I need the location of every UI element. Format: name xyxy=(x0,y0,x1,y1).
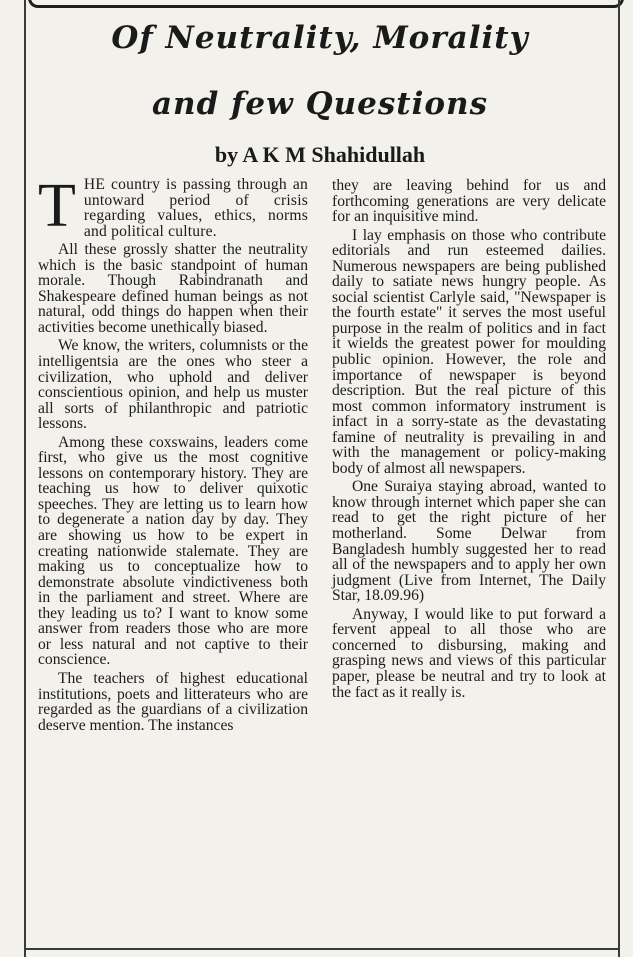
paragraph-7: One Suraiya staying abroad, wanted to know through internet which paper she can read to get the right picture of her motherland. Some Delwar from Bangladesh humbly suggested her to read all of the newspapers and to apply her own judgment (Live from Internet, The Daily Star, 18.09.96) xyxy=(332,478,606,605)
paragraph-4: Among these coxswains, leaders come first, who give us the most cognitive lessons on contemporary history. They are teaching us how to deliver quixotic speeches. They are letting us to learn how to degenerate a nation day by day. They are showing us how to be expert in creating nationwide stalemate. They are making us to conceptualize how to demonstrate absolute vindictiveness both in the parliament and street. Where are they leading us to? I want to know some answer from readers those who are more or less natural and not captive to their conscience. xyxy=(38,433,308,669)
headline-line-1: Of Neutrality, Morality xyxy=(111,20,529,56)
paragraph-5: The teachers of highest educational institutions, poets and litterateurs who are regarded as the guardians of a civilization deserve mention. The instances xyxy=(38,669,308,734)
paragraph-5-continued: they are leaving behind for us and forthcoming generations are very delicate for an inquisitive mind. xyxy=(332,177,606,226)
paragraph-8: Anyway, I would like to put forward a fervent appeal to all those who are concerned to disbursing, making and grasping news and views of this particular paper, please be neutral and try to look at the fact as it really is. xyxy=(332,605,606,701)
paragraph-1: THE country is passing through an untoward period of crisis regarding values, ethics, norms and political culture. xyxy=(38,172,308,240)
byline: by A K M Shahidullah xyxy=(214,142,426,167)
drop-cap: T xyxy=(38,172,76,240)
left-column xyxy=(38,172,308,736)
right-border-rule xyxy=(618,0,620,957)
paragraph-6: I lay emphasis on those who contribute editorials and run esteemed dailies. Numerous newspapers are being published daily to satiate news hungry people. As social scientist Carlyle said, "Newspaper is the fourth estate" it serves the most useful purpose in the realm of politics and in fact it wields the greatest power for moulding public opinion. However, the role and importance of newspaper is beyond description. But the real picture of this most common informatory instrument is infact in a sorry-state as the devastating famine of neutrality is prevailing in and with the management or policy-making body of almost all newspapers. xyxy=(332,226,606,477)
right-column xyxy=(332,178,606,703)
left-border-rule xyxy=(24,0,26,957)
paragraph-3: We know, the writers, columnists or the intelligentsia are the ones who steer a civilization, who uphold and deliver conscientious opinion, and help us muster all sorts of philanthropic and patriotic lessons. xyxy=(38,337,308,433)
paragraph-2: All these grossly shatter the neutrality which is the basic standpoint of human morale. Though Rabindranath and Shakespeare defined human beings as not natural, odd things do happen when their activities become unethically biased. xyxy=(38,241,308,336)
top-frame-border xyxy=(28,0,624,8)
bottom-border-rule xyxy=(24,948,620,950)
headline-line-2: and few Questions xyxy=(151,86,489,122)
